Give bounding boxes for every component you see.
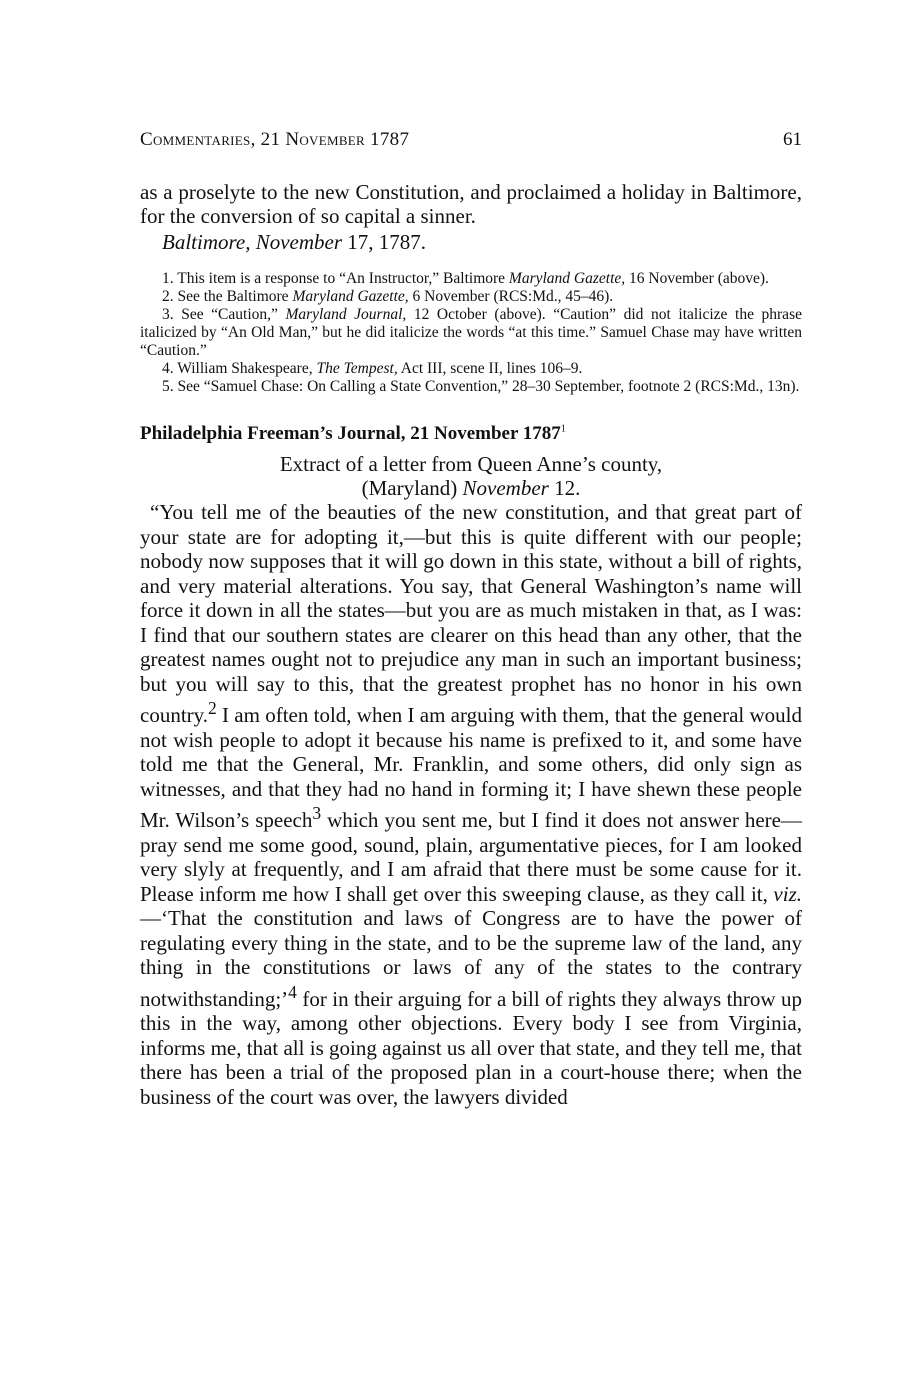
dateline-place: Baltimore, November: [162, 230, 343, 254]
section-title: [140, 422, 802, 446]
footnote-3-text: 3. See “Caution,”: [162, 306, 286, 323]
footnote-3-italic: Maryland Journal,: [285, 306, 407, 323]
letter-text-5: for in their arguing for a bill of rights they always throw up this in the way, among other objections. Every body I see from Virginia, informs me, that all is going against us all over that state, and they tell me, that there has been a trial of the proposed plan in a court-house there; when the business of the court was over, the lawyers divided: [140, 986, 802, 1109]
footnote-4-italic: The Tempest,: [316, 360, 398, 377]
footnotes: [140, 270, 802, 396]
footnote-5: 5. See “Samuel Chase: On Calling a State Convention,” 28–30 September, footnote 2 (RCS:Md., 13n).: [162, 378, 800, 395]
footnote-3: [140, 306, 802, 360]
note-ref-3: 3: [312, 803, 322, 823]
carryover-paragraph: as a proselyte to the new Constitution, and proclaimed a holiday in Baltimore, for the conversion of so capital a sinner.: [140, 180, 802, 228]
footnote-4-text-end: Act III, scene II, lines 106–9.: [397, 360, 583, 377]
footnote-3-text-end: 12 October (above). “Caution” did not italicize the phrase italicized by “An Old Man,” but he did italicize the words “at this time.” Samuel Chase may have written “Caution.”: [140, 306, 802, 359]
extract-heading: [140, 452, 802, 500]
letter-text-3: which you sent me, but I find it does not answer here—pray send me some good, sound, plain, argumentative pieces, for I am looked very slyly at frequently, and I am afraid that there must be some cause for it. Please inform me how I shall get over this sweeping clause, as they call it,: [140, 808, 802, 906]
extract-place: (Maryland): [361, 476, 463, 500]
carryover-section: [140, 180, 802, 254]
page-number: 61: [783, 129, 802, 150]
letter-text-4: —‘That the constitution and laws of Congress are to have the power of regulating every thing in the state, and to be the supreme law of the land, any thing in the constitutions or laws of any of the states to the contrary notwithstanding;’: [140, 906, 802, 1011]
letter-viz: viz.: [773, 881, 802, 906]
letter-text-1: “You tell me of the beauties of the new constitution, and that great part of your state are for adopting it,—but this is quite different with our people; nobody now supposes that it will go down in this state, without a bill of rights, and very material alterations. You say, that General Washington’s name will force it down in all the states—but you are as much mistaken in that, as I was: I find that our southern states are clearer on this head than any other, that the greatest names ought not to prejudice any man in such an important business; but you will say to this, that the greatest prophet has no honor in his own country.: [140, 500, 802, 727]
footnote-2-text-end: 6 November (RCS:Md., 45–46).: [408, 288, 614, 305]
footnote-1-text: 1. This item is a response to “An Instructor,” Baltimore: [162, 270, 509, 287]
letter-body: [140, 500, 802, 1109]
dateline: [162, 230, 802, 254]
extract-day: 12.: [548, 476, 581, 500]
running-head: [140, 128, 802, 152]
footnote-4: [140, 360, 802, 378]
footnote-1-italic: Maryland Gazette,: [508, 270, 626, 287]
footnote-4-text: 4. William Shakespeare,: [162, 360, 317, 377]
section-title-note-ref: 1: [560, 423, 566, 435]
extract-heading-line-1: Extract of a letter from Queen Anne’s county,: [279, 452, 663, 476]
document-page: [140, 128, 802, 1109]
footnote-2-italic: Maryland Gazette,: [292, 288, 409, 305]
footnote-2: [140, 288, 802, 306]
letter-text-2: I am often told, when I am arguing with them, that the general would not wish people to adopt it because his name is prefixed to it, and some have told me that the General, Mr. Franklin, and some others, did only sign as witnesses, and that they had no hand in forming it; I have shewn these people Mr. Wilson’s speech: [140, 703, 802, 832]
extract-heading-line-2: [140, 476, 802, 500]
running-title: Commentaries, 21 November 1787: [140, 129, 410, 150]
note-ref-2: 2: [208, 698, 217, 718]
note-ref-4: 4: [288, 981, 297, 1002]
extract-month: November: [462, 476, 549, 500]
footnote-1: [140, 270, 802, 288]
letter-paragraph: [140, 500, 802, 1109]
dateline-date: 17, 1787.: [342, 230, 427, 254]
section-title-text: Philadelphia Freeman’s Journal, 21 November 1787: [140, 423, 561, 444]
footnote-1-text-end: 16 November (above).: [625, 270, 769, 287]
footnote-2-text: 2. See the Baltimore: [162, 288, 293, 305]
